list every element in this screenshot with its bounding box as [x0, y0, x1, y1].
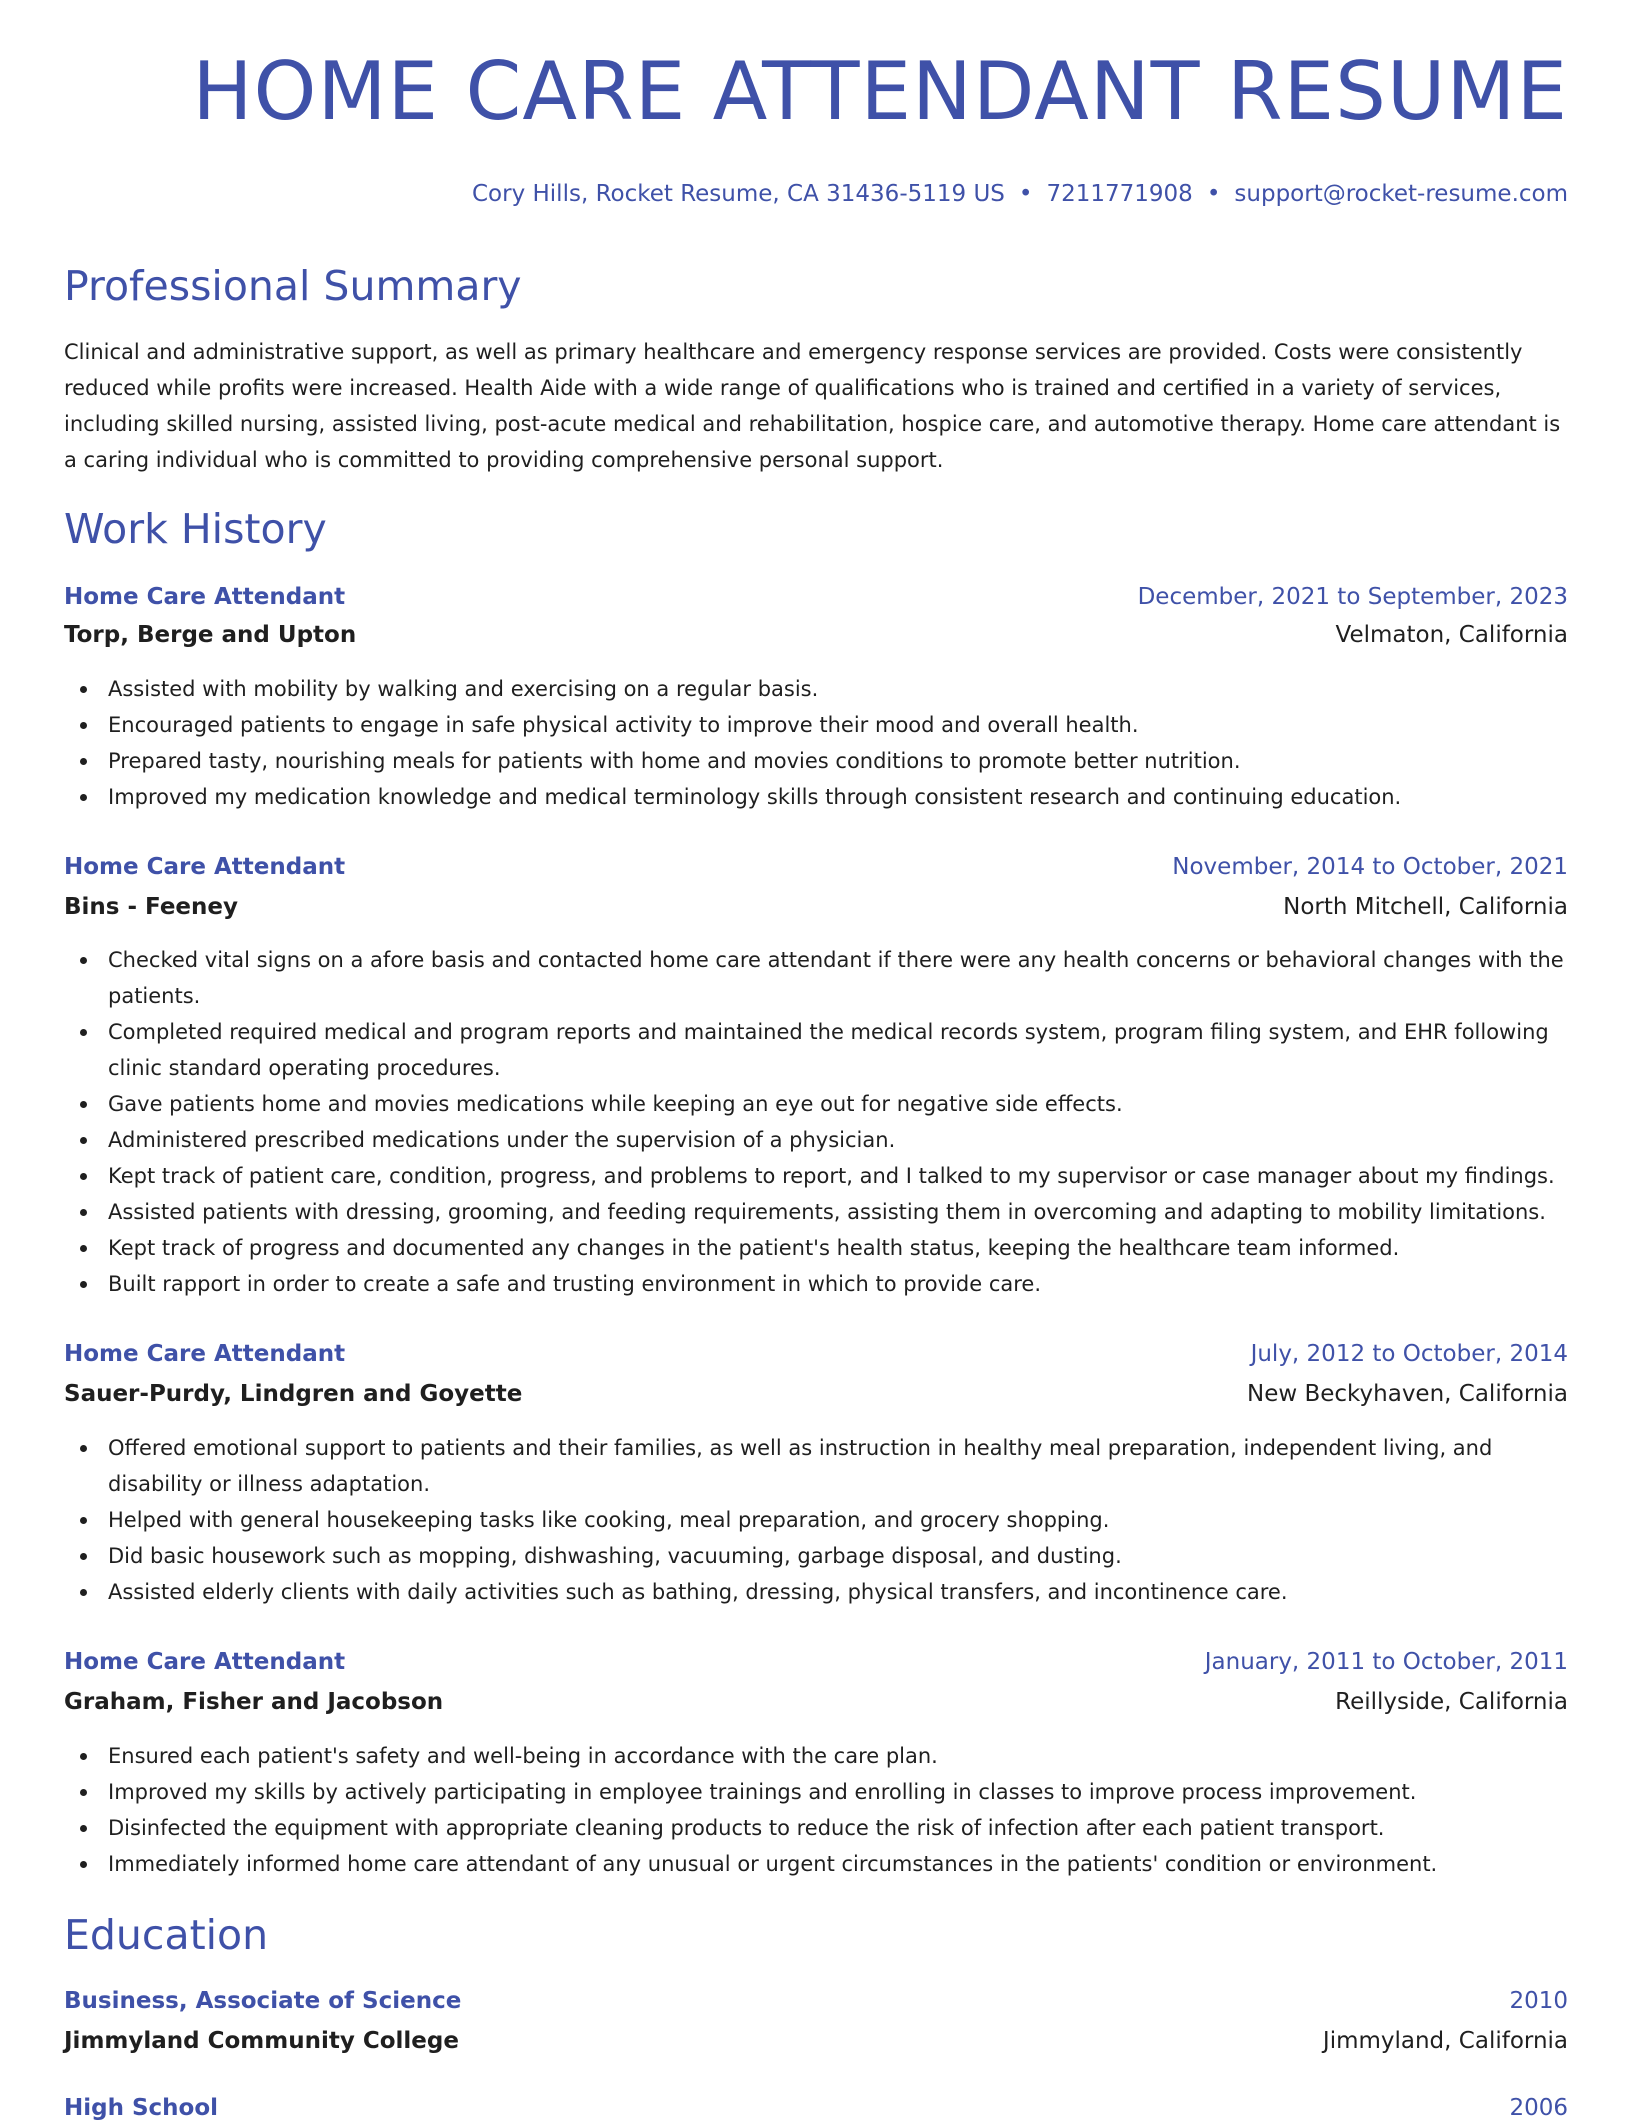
contact-separator: • — [1206, 181, 1221, 207]
list-item: Did basic housework such as mopping, dishwashing, vacuuming, garbage disposal, and dusting. — [64, 1538, 1568, 1574]
job-company-row — [64, 891, 1568, 923]
job-title-row — [64, 581, 1568, 613]
job-location: Reillyside, California — [1335, 1689, 1568, 1715]
contact-address: Cory Hills, Rocket Resume, CA 31436-5119 US — [471, 181, 1005, 207]
job-location: New Beckyhaven, California — [1246, 1381, 1568, 1407]
list-item: Helped with general housekeeping tasks like cooking, meal preparation, and grocery shopping. — [64, 1502, 1568, 1538]
list-item: Improved my medication knowledge and medical terminology skills through consistent research and continuing education. — [64, 779, 1568, 815]
job-bullets — [64, 671, 1568, 815]
resume-title: HOME CARE ATTENDANT RESUME — [192, 45, 1568, 138]
job-location: North Mitchell, California — [1283, 894, 1568, 920]
summary-text: Clinical and administrative support, as well as primary healthcare and emergency response services are provided. Costs were consistently reduced while profits were increased. Health Aide with a wide range of qualifications who is trained and certified in a variety of services, including skilled nursing, assisted living, post-acute medical and rehabilitation, hospice care, and automotive therapy. Home care attendant is a caring individual who is committed to providing comprehensive personal support. — [64, 340, 1561, 472]
list-item: Prepared tasty, nourishing meals for patients with home and movies conditions to promote better nutrition. — [64, 743, 1568, 779]
job-title: Home Care Attendant — [64, 854, 346, 880]
job-location: Velmaton, California — [1335, 622, 1568, 648]
education-heading: Education — [64, 1911, 269, 1959]
contact-line — [472, 181, 1568, 209]
education-degree: Business, Associate of Science — [64, 1988, 462, 2014]
list-item: Kept track of progress and documented any changes in the patient's health status, keeping the healthcare team informed. — [64, 1230, 1568, 1266]
education-school: Jimmyland Community College — [64, 2028, 459, 2054]
list-item: Assisted patients with dressing, grooming, and feeding requirements, assisting them in overcoming and adapting to mobility limitations. — [64, 1194, 1568, 1230]
list-item: Built rapport in order to create a safe and trusting environment in which to provide care. — [64, 1266, 1568, 1302]
education-school-row — [64, 2025, 1568, 2057]
list-item: Ensured each patient's safety and well-being in accordance with the care plan. — [64, 1738, 1568, 1774]
summary-heading: Professional Summary — [64, 262, 522, 310]
job-title: Home Care Attendant — [64, 1341, 346, 1367]
job-bullets — [64, 1738, 1568, 1882]
list-item: Assisted elderly clients with daily activities such as bathing, dressing, physical transfers, and incontinence care. — [64, 1574, 1568, 1610]
job-company: Bins - Feeney — [64, 894, 238, 920]
list-item: Offered emotional support to patients and their families, as well as instruction in healthy meal preparation, independent living, and disability or illness adaptation. — [64, 1430, 1568, 1502]
job-title: Home Care Attendant — [64, 584, 346, 610]
list-item: Kept track of patient care, condition, progress, and problems to report, and I talked to my supervisor or case manager about my findings. — [64, 1158, 1568, 1194]
job-title-row — [64, 1646, 1568, 1678]
job-title-row — [64, 851, 1568, 883]
job-bullets — [64, 1430, 1568, 1610]
list-item: Gave patients home and movies medications while keeping an eye out for negative side effects. — [64, 1086, 1568, 1122]
job-company: Sauer-Purdy, Lindgren and Goyette — [64, 1381, 523, 1407]
education-year: 2006 — [1509, 2095, 1568, 2121]
education-degree-row — [64, 1985, 1568, 2017]
job-dates: December, 2021 to September, 2023 — [1137, 584, 1568, 610]
list-item: Encouraged patients to engage in safe physical activity to improve their mood and overall health. — [64, 707, 1568, 743]
work-history-heading: Work History — [64, 505, 327, 553]
job-dates: July, 2012 to October, 2014 — [1250, 1341, 1568, 1367]
job-company-row — [64, 619, 1568, 651]
contact-email: support@rocket-resume.com — [1234, 181, 1568, 207]
list-item: Checked vital signs on a afore basis and contacted home care attendant if there were any health concerns or behavioral changes with the patients. — [64, 942, 1568, 1014]
job-company: Graham, Fisher and Jacobson — [64, 1689, 444, 1715]
list-item: Completed required medical and program reports and maintained the medical records system, program filing system, and EHR following clinic standard operating procedures. — [64, 1014, 1568, 1086]
education-year: 2010 — [1509, 1988, 1568, 2014]
list-item: Disinfected the equipment with appropriate cleaning products to reduce the risk of infection after each patient transport. — [64, 1810, 1568, 1846]
job-dates: January, 2011 to October, 2011 — [1204, 1649, 1568, 1675]
list-item: Administered prescribed medications under the supervision of a physician. — [64, 1122, 1568, 1158]
contact-phone: 7211771908 — [1046, 181, 1193, 207]
job-title-row — [64, 1338, 1568, 1370]
job-bullets — [64, 942, 1568, 1302]
education-location: Jimmyland, California — [1322, 2028, 1568, 2054]
list-item: Improved my skills by actively participating in employee trainings and enrolling in classes to improve process improvement. — [64, 1774, 1568, 1810]
job-dates: November, 2014 to October, 2021 — [1172, 854, 1568, 880]
education-degree: High School — [64, 2095, 219, 2121]
education-degree-row — [64, 2092, 1568, 2124]
job-company-row — [64, 1686, 1568, 1718]
list-item: Immediately informed home care attendant of any unusual or urgent circumstances in the patients' condition or environment. — [64, 1846, 1568, 1882]
contact-separator: • — [1018, 181, 1033, 207]
job-company: Torp, Berge and Upton — [64, 622, 357, 648]
job-company-row — [64, 1378, 1568, 1410]
job-title: Home Care Attendant — [64, 1649, 346, 1675]
list-item: Assisted with mobility by walking and exercising on a regular basis. — [64, 671, 1568, 707]
